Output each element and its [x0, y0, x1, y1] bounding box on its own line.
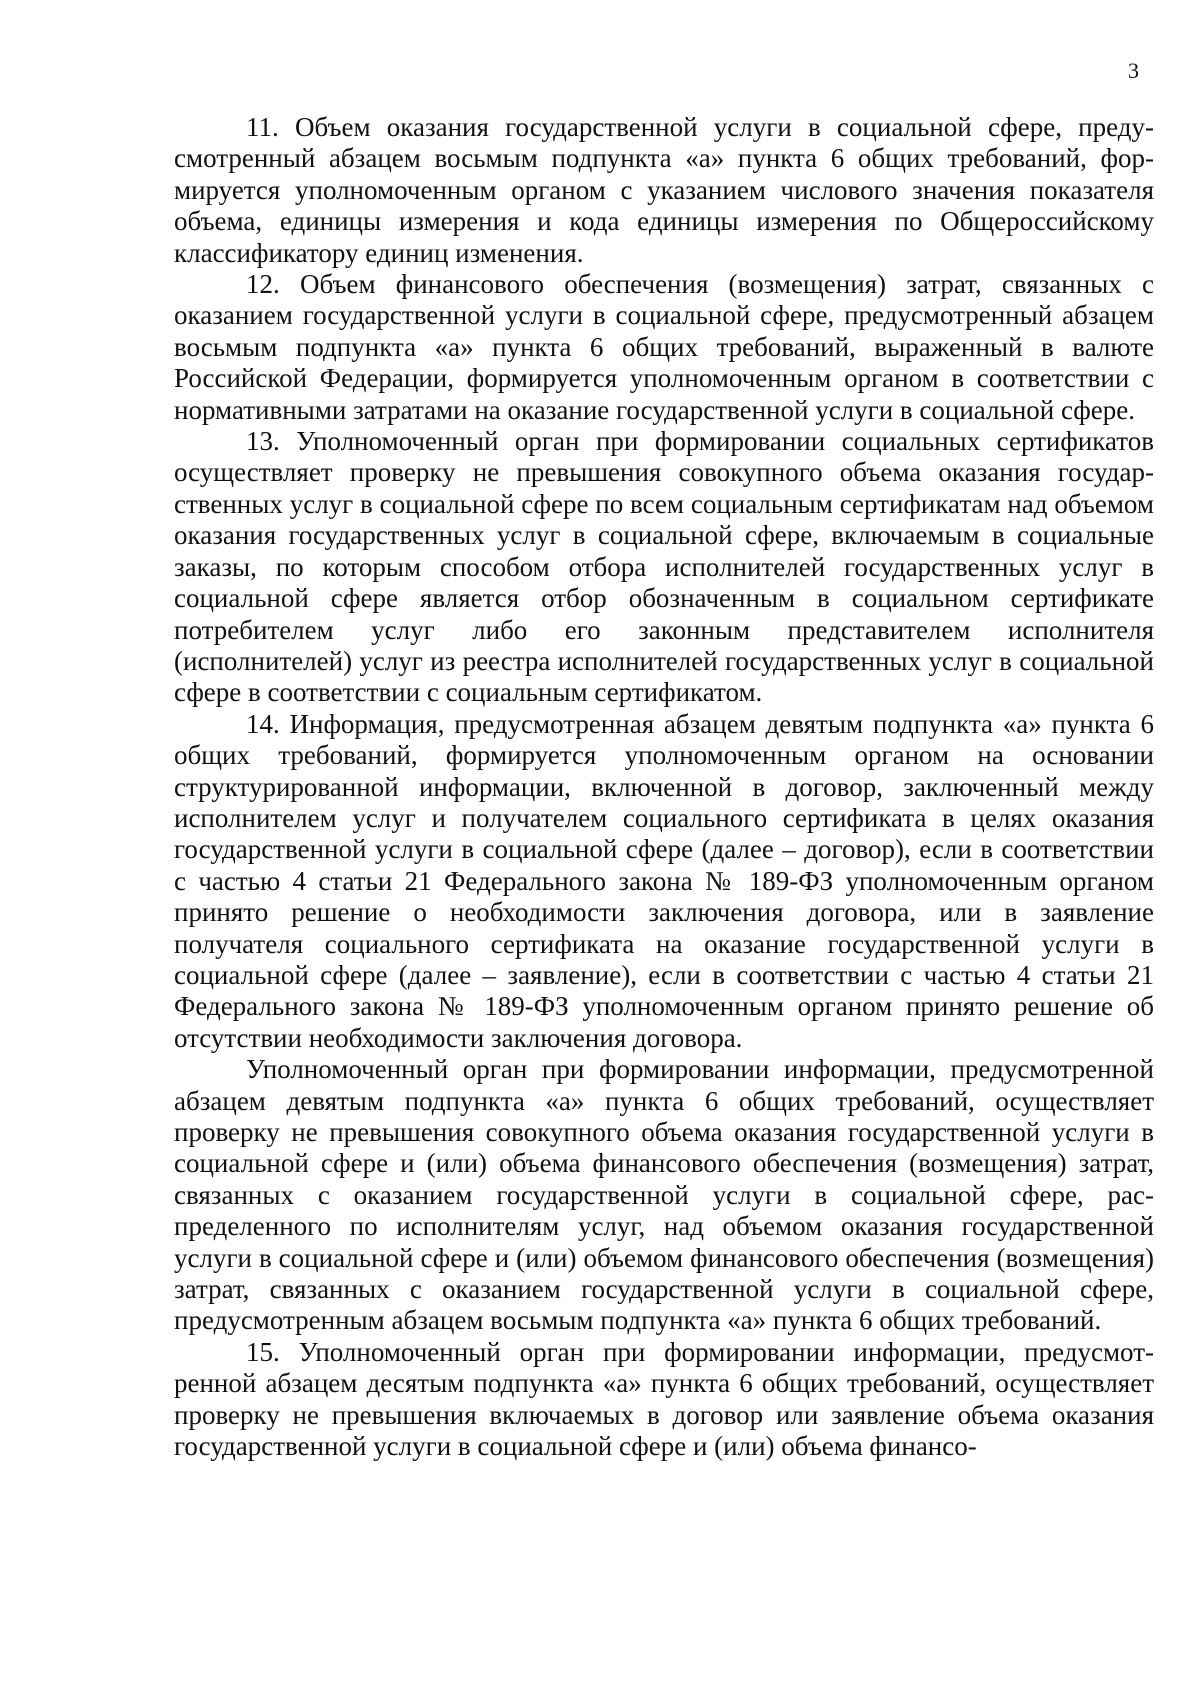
paragraph-12: 12. Объем финансового обеспечения (возмещения) затрат, связанных с оказанием государственной услуги в социальной сфере, предусмотренный абзацем восьмым подпункта «а» пункта 6 общих требований, выраженный в валюте Российской Федерации, формируется уполномоченным органом в соответствии с нормативными затратами на оказание государственной услуги в социальной сфере.	[174, 269, 1154, 425]
paragraph-14: 14. Информация, предусмотренная абзацем девятым подпункта «а» пункта 6 общих требований, формируется уполномоченным органом на основании структурированной информации, включенной в договор, заключенный между исполнителем услуг и получателем социального сертификата в целях оказания государственной услуги в социальной сфере (далее – договор), если в соответствии с частью 4 статьи 21 Федерального закона № 189-ФЗ уполномоченным органом принято решение о необходимости заключения договора, или в заявление получателя социального сертификата на оказание государственной услуги в социальной сфере (далее – заявление), если в соответствии с частью 4 статьи 21 Федерального закона № 189-ФЗ уполномоченным органом принято решение об отсутствии необходимости заключения договора.	[174, 708, 1154, 1053]
paragraph-14-continuation: Уполномоченный орган при формировании информации, предусмотренной абзацем девятым подпункта «а» пункта 6 общих требований, осуществляет проверку не превышения совокупного объема оказания государственной услуги в социальной сфере и (или) объема финансового обеспечения (возмещения) затрат, связанных с оказанием государственной услуги в социальной сфере, распределенного по исполнителям услуг, над объемом оказания государственной услуги в социальной сфере и (или) объемом финансового обеспечения (возмещения) затрат, связанных с оказанием государственной услуги в социальной сфере, предусмотренным абзацем восьмым подпункта «а» пункта 6 общих требований.	[174, 1054, 1154, 1336]
paragraph-15: 15. Уполномоченный орган при формировании информации, предусмотренной абзацем десятым подпункта «а» пункта 6 общих требований, осуществляет проверку не превышения включаемых в договор или заявление объема оказания государственной услуги в социальной сфере и (или) объема финансо-	[174, 1336, 1154, 1462]
document-body	[174, 112, 1154, 1462]
paragraph-13: 13. Уполномоченный орган при формировании социальных сертификатов осуществляет проверку не превышения совокупного объема оказания государственных услуг в социальной сфере по всем социальным сертификатам над объемом оказания государственных услуг в социальной сфере, включаемым в социальные заказы, по которым способом отбора исполнителей государственных услуг в социальной сфере является отбор обозначенным в социальном сертификате потребителем услуг либо его законным представителем исполнителя (исполнителей) услуг из реестра исполнителей государственных услуг в социальной сфере в соответствии с социальным сертификатом.	[174, 426, 1154, 708]
page-number: 3	[1128, 58, 1139, 83]
paragraph-11: 11. Объем оказания государственной услуги в социальной сфере, предусмотренный абзацем восьмым подпункта «а» пункта 6 общих требований, формируется уполномоченным органом с указанием числового значения показателя объема, единицы измерения и кода единицы измерения по Общероссийскому классификатору единиц изменения.	[174, 112, 1154, 268]
